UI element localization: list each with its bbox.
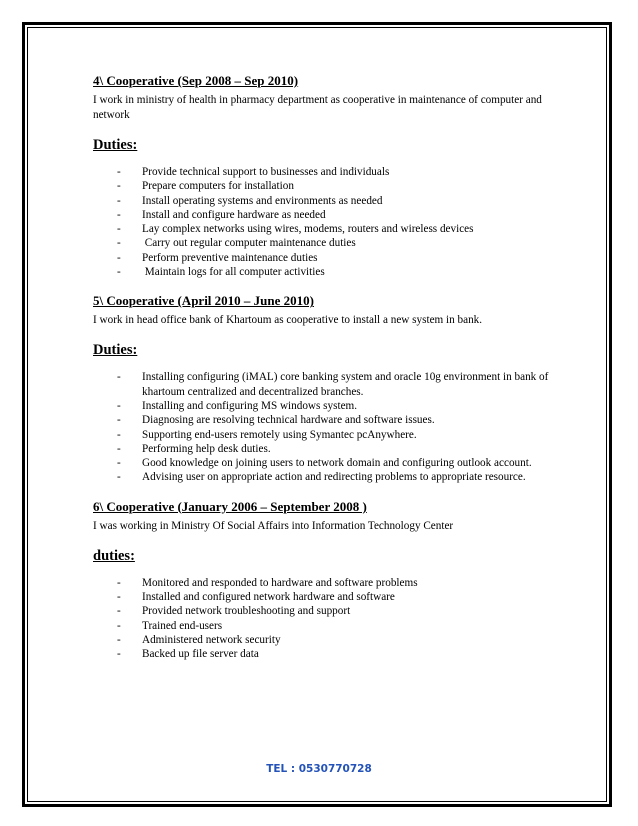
duty-item: - Diagnosing are resolving technical hardware and software issues.: [115, 413, 553, 427]
section-title: 6\ Cooperative (January 2006 – September 2008 ): [93, 498, 367, 514]
duty-item: - Good knowledge on joining users to network domain and configuring outlook account.: [115, 456, 553, 470]
duties-heading: duties:: [93, 547, 135, 564]
duty-item: - Provided network troubleshooting and support: [115, 604, 553, 618]
experience-section: [93, 293, 553, 484]
experience-section: [93, 73, 553, 279]
duty-item: - Administered network security: [115, 633, 553, 647]
section-spacer: [93, 485, 553, 499]
duty-item: - Prepare computers for installation: [115, 179, 553, 193]
duty-item: - Install and configure hardware as needed: [115, 208, 553, 222]
duty-item: - Trained end-users: [115, 619, 553, 633]
footer-phone: TEL : 0530770728: [266, 763, 372, 775]
duty-item: - Installing and configuring MS windows system.: [115, 399, 553, 413]
section-title: 4\ Cooperative (Sep 2008 – Sep 2010): [93, 73, 299, 88]
duties-list: [93, 165, 553, 279]
duty-item: - Monitored and responded to hardware and software problems: [115, 576, 553, 590]
duty-item: - Carry out regular computer maintenance duties: [115, 236, 553, 250]
duty-item: - Installed and configured network hardware and software: [115, 590, 553, 604]
section-description: I work in head office bank of Khartoum as cooperative to install a new system in bank.: [93, 314, 483, 327]
duty-item: - Perform preventive maintenance duties: [115, 251, 553, 265]
duty-item: - Advising user on appropriate action and redirecting problems to appropriate resource.: [115, 470, 553, 484]
section-description: I work in ministry of health in pharmacy department as cooperative in maintenance of computer and network: [93, 94, 542, 121]
duties-list: [93, 370, 553, 484]
duty-item: - Maintain logs for all computer activities: [115, 265, 553, 279]
duty-item: - Install operating systems and environments as needed: [115, 194, 553, 208]
duties-heading: Duties:: [93, 137, 138, 153]
duty-item: - Supporting end-users remotely using Symantec pcAnywhere.: [115, 428, 553, 442]
experience-section: [93, 499, 553, 662]
section-description: I was working in Ministry Of Social Affairs into Information Technology Center: [93, 519, 454, 532]
duties-list: [93, 576, 553, 662]
duties-heading: Duties:: [93, 342, 138, 359]
duty-item: - Installing configuring (iMAL) core banking system and oracle 10g environment in bank of khartoum centralized and decentralized branches.: [115, 370, 553, 399]
duty-item: - Lay complex networks using wires, modems, routers and wireless devices: [115, 222, 553, 236]
duty-item: - Provide technical support to businesses and individuals: [115, 165, 553, 179]
resume-content: [93, 73, 553, 662]
section-title: 5\ Cooperative (April 2010 – June 2010): [93, 293, 314, 309]
duty-item: - Performing help desk duties.: [115, 442, 553, 456]
section-spacer: [93, 279, 553, 293]
duty-item: - Backed up file server data: [115, 647, 553, 661]
